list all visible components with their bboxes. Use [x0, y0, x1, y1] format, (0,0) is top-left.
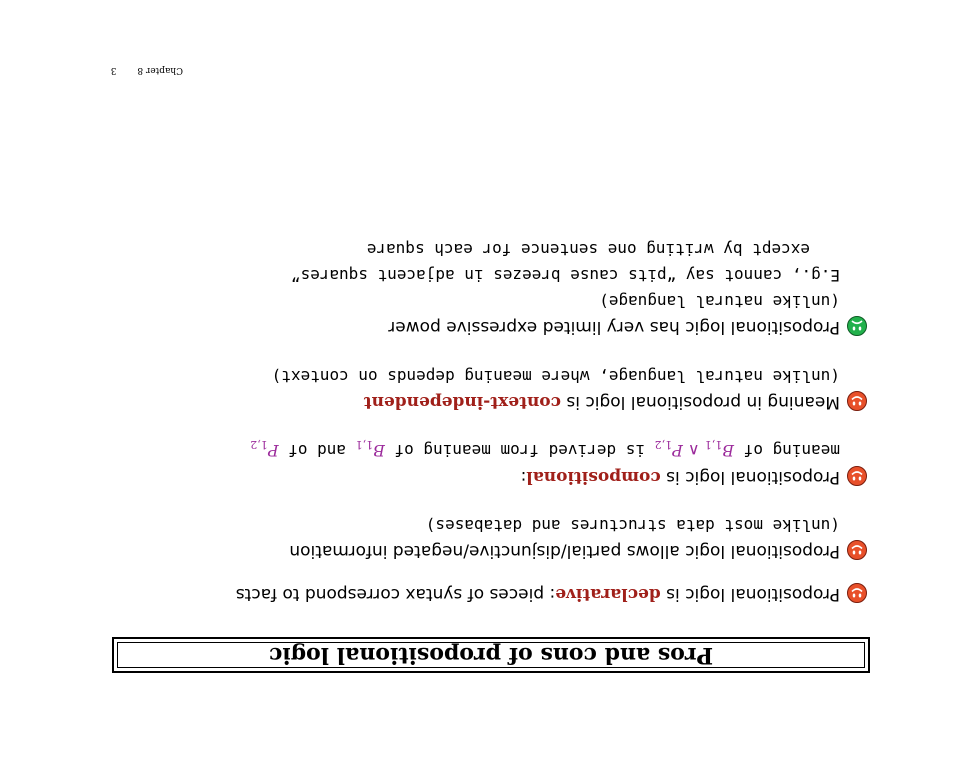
item-5-line-1: Propositional logic has very limited expressive power [388, 317, 840, 337]
item-3-text: Propositional logic is [660, 467, 840, 487]
item-1-line [236, 584, 840, 604]
math-symbol: B [373, 441, 385, 460]
math-b11 [704, 437, 735, 460]
item-2-line-2: (unlike most data structures and databases) [425, 516, 840, 535]
footer-page-number: 3 [110, 65, 117, 75]
item-3-line-2 [250, 434, 840, 460]
sad-face-icon [846, 315, 868, 337]
item-3-keyword: compositional [526, 467, 661, 487]
happy-face-icon [846, 539, 868, 561]
math-subscript: 1,1 [355, 437, 374, 451]
happy-face-icon [846, 582, 868, 604]
item-3-line-1 [521, 467, 840, 487]
meaning-text-c: and of [278, 441, 356, 460]
math-symbol: P [267, 441, 279, 460]
math-subscript: 1,2 [654, 437, 673, 451]
math-symbol: B [722, 441, 735, 460]
title-box-inner [117, 642, 865, 668]
math-subscript: 1,2 [250, 437, 268, 451]
slide-title: Pros and cons of propositional logic [268, 642, 714, 668]
math-p12 [250, 437, 279, 460]
math-b11 [355, 437, 385, 460]
happy-face-icon [846, 465, 868, 487]
item-2-line-1: Propositional logic allows partial/disjunctive/negated information [289, 541, 840, 561]
item-1-text: Propositional logic is [660, 584, 840, 604]
item-4-line-2: (unlike natural language, where meaning depends on context) [271, 367, 840, 386]
math-subscript: 1,1 [704, 437, 723, 451]
math-p12 [654, 437, 683, 460]
item-4-line-1 [364, 392, 840, 412]
math-and: ∧ [682, 441, 705, 460]
item-1-keyword: declarative [555, 584, 661, 604]
item-1-text-rest: : pieces of syntax correspond to facts [235, 584, 556, 604]
footer [111, 65, 183, 75]
item-4-text: Meaning in propositional logic is [561, 392, 840, 412]
meaning-text-b: is derived from meaning of [384, 441, 655, 460]
item-5-line-4: except by writing one sentence for each square [366, 240, 810, 259]
title-box [112, 637, 870, 673]
math-symbol: P [672, 441, 683, 460]
footer-chapter: Chapter 8 [137, 65, 183, 75]
item-4-keyword: context-independent [363, 392, 562, 412]
meaning-text-a: meaning of [734, 441, 840, 460]
item-3-colon: : [520, 467, 527, 487]
item-5-line-3: E.g., cannot say “pits cause breezes in adjacent squares” [290, 266, 840, 285]
item-5-line-2: (unlike natural language) [599, 292, 840, 311]
happy-face-icon [846, 390, 868, 412]
